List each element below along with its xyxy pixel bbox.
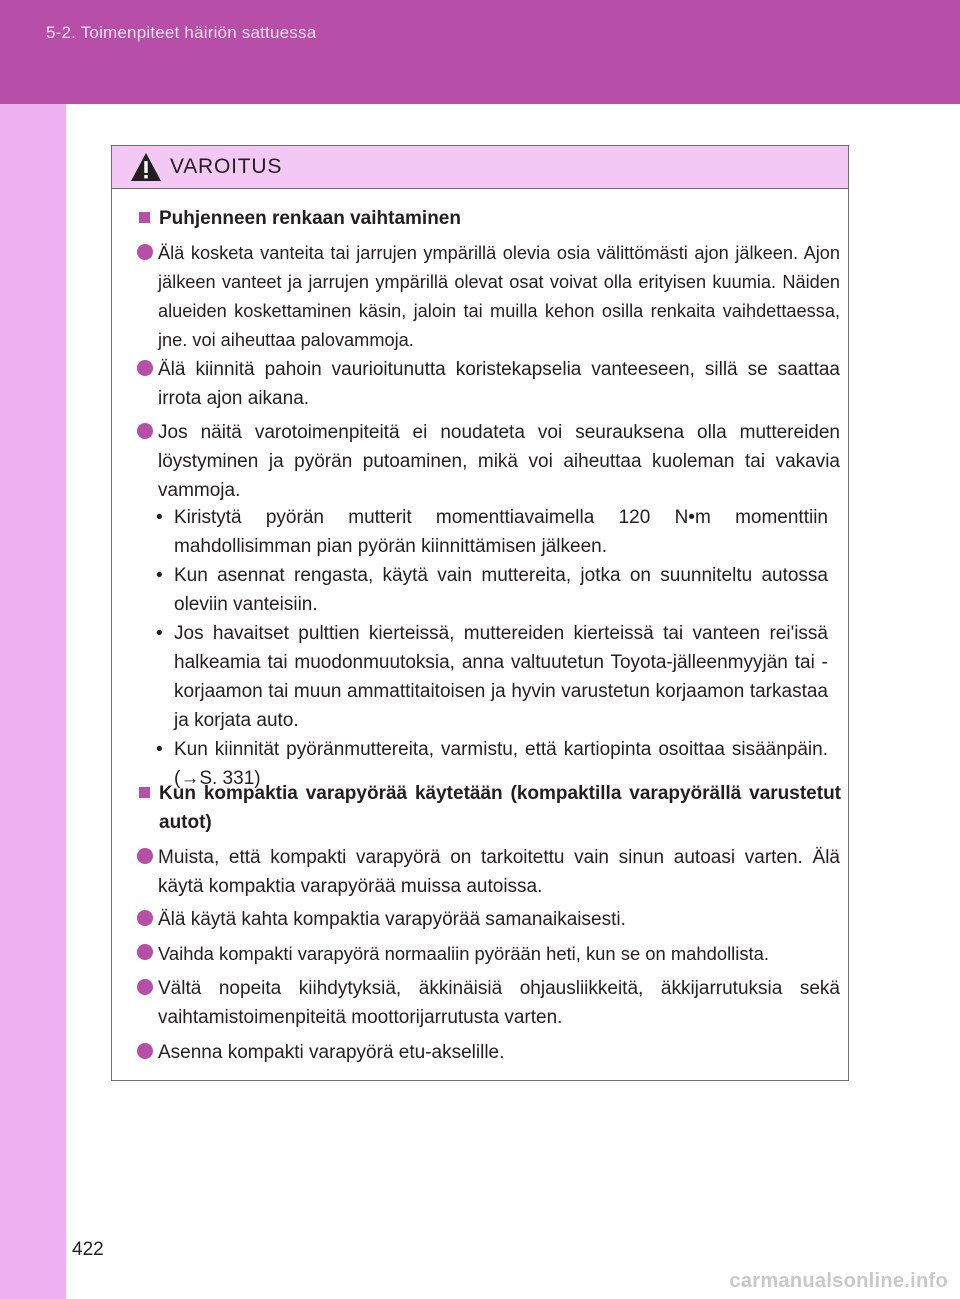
warning-header (112, 146, 848, 189)
list-item: Älä kosketa vanteita tai jarrujen ympärillä olevia osia välittömästi ajon jälkeen. Ajon jälkeen vanteet ja jarrujen ympärillä olevat osat voivat olla erityisen kuumia. Näiden alueiden koskettaminen käsin, jaloin tai muilla kehon osilla renkaita vaihdettaessa, jne. voi aiheuttaa palovammoja. (137, 239, 840, 355)
header-bar (0, 0, 960, 104)
circle-bullet-icon (137, 944, 153, 960)
square-bullet-icon (139, 787, 150, 798)
list-item: Vaihda kompakti varapyörä normaaliin pyörään heti, kun se on mahdollista. (137, 939, 840, 968)
section-heading-2: Kun kompaktia varapyörää käytetään (kompaktilla varapyörällä varustetut autot) (137, 779, 841, 837)
sub-bullet-list (156, 503, 828, 793)
warning-box (111, 145, 849, 1081)
sub-bullet: • Jos havaitset pulttien kierteissä, muttereiden kierteissä tai vanteen rei'issä halkeamia tai muodonmuutoksia, anna valtuutetun Toyota-jälleenmyyjän tai -korjaamon tai muun ammattitaitoisen ja hyvin varustetun korjaamon tarkastaa ja korjata auto. (156, 619, 828, 735)
circle-bullet-icon (137, 360, 153, 376)
list-item: Muista, että kompakti varapyörä on tarkoitettu vain sinun autoasi varten. Älä käytä kompaktia varapyörää muissa autoissa. (137, 843, 840, 901)
circle-bullet-icon (137, 848, 153, 864)
page-number: 422 (72, 1239, 104, 1260)
list-item: Jos näitä varotoimenpiteitä ei noudateta voi seurauksena olla muttereiden löystyminen ja pyörän putoaminen, mikä voi aiheuttaa kuoleman tai vakavia vammoja. (137, 418, 840, 505)
section-title: 5-2. Toimenpiteet häiriön sattuessa (46, 23, 317, 42)
warning-triangle-icon (130, 152, 162, 182)
circle-bullet-icon (137, 979, 153, 995)
square-bullet-icon (139, 212, 150, 223)
sub-bullet: • Kiristytä pyörän mutterit momenttiavaimella 120 N•m momenttiin mahdollisimman pian pyörän kiinnittämisen jälkeen. (156, 503, 828, 561)
circle-bullet-icon (137, 1043, 153, 1059)
list-item: Vältä nopeita kiihdytyksiä, äkkinäisiä ohjausliikkeitä, äkkijarrutuksia sekä vaihtamistoimenpiteitä moottorijarrutusta varten. (137, 974, 840, 1032)
side-tab (0, 104, 66, 1299)
watermark: carmanualsonline.info (729, 1270, 948, 1292)
list-item: Älä käytä kahta kompaktia varapyörää samanaikaisesti. (137, 905, 840, 934)
circle-bullet-icon (137, 910, 153, 926)
sub-bullet: • Kun asennat rengasta, käytä vain muttereita, jotka on suunniteltu autossa oleviin vanteisiin. (156, 561, 828, 619)
circle-bullet-icon (137, 244, 153, 260)
section-heading-1: Puhjenneen renkaan vaihtaminen (137, 204, 841, 233)
sub-bullet: • Kun kiinnität pyöränmuttereita, varmistu, että kartiopinta osoittaa sisäänpäin. (→S. 331) (156, 735, 828, 793)
warning-title: VAROITUS (170, 155, 283, 178)
circle-bullet-icon (137, 423, 153, 439)
list-item: Asenna kompakti varapyörä etu-akselille. (137, 1038, 840, 1067)
list-item: Älä kiinnitä pahoin vaurioitunutta koristekapselia vanteeseen, sillä se saattaa irrota ajon aikana. (137, 355, 840, 413)
